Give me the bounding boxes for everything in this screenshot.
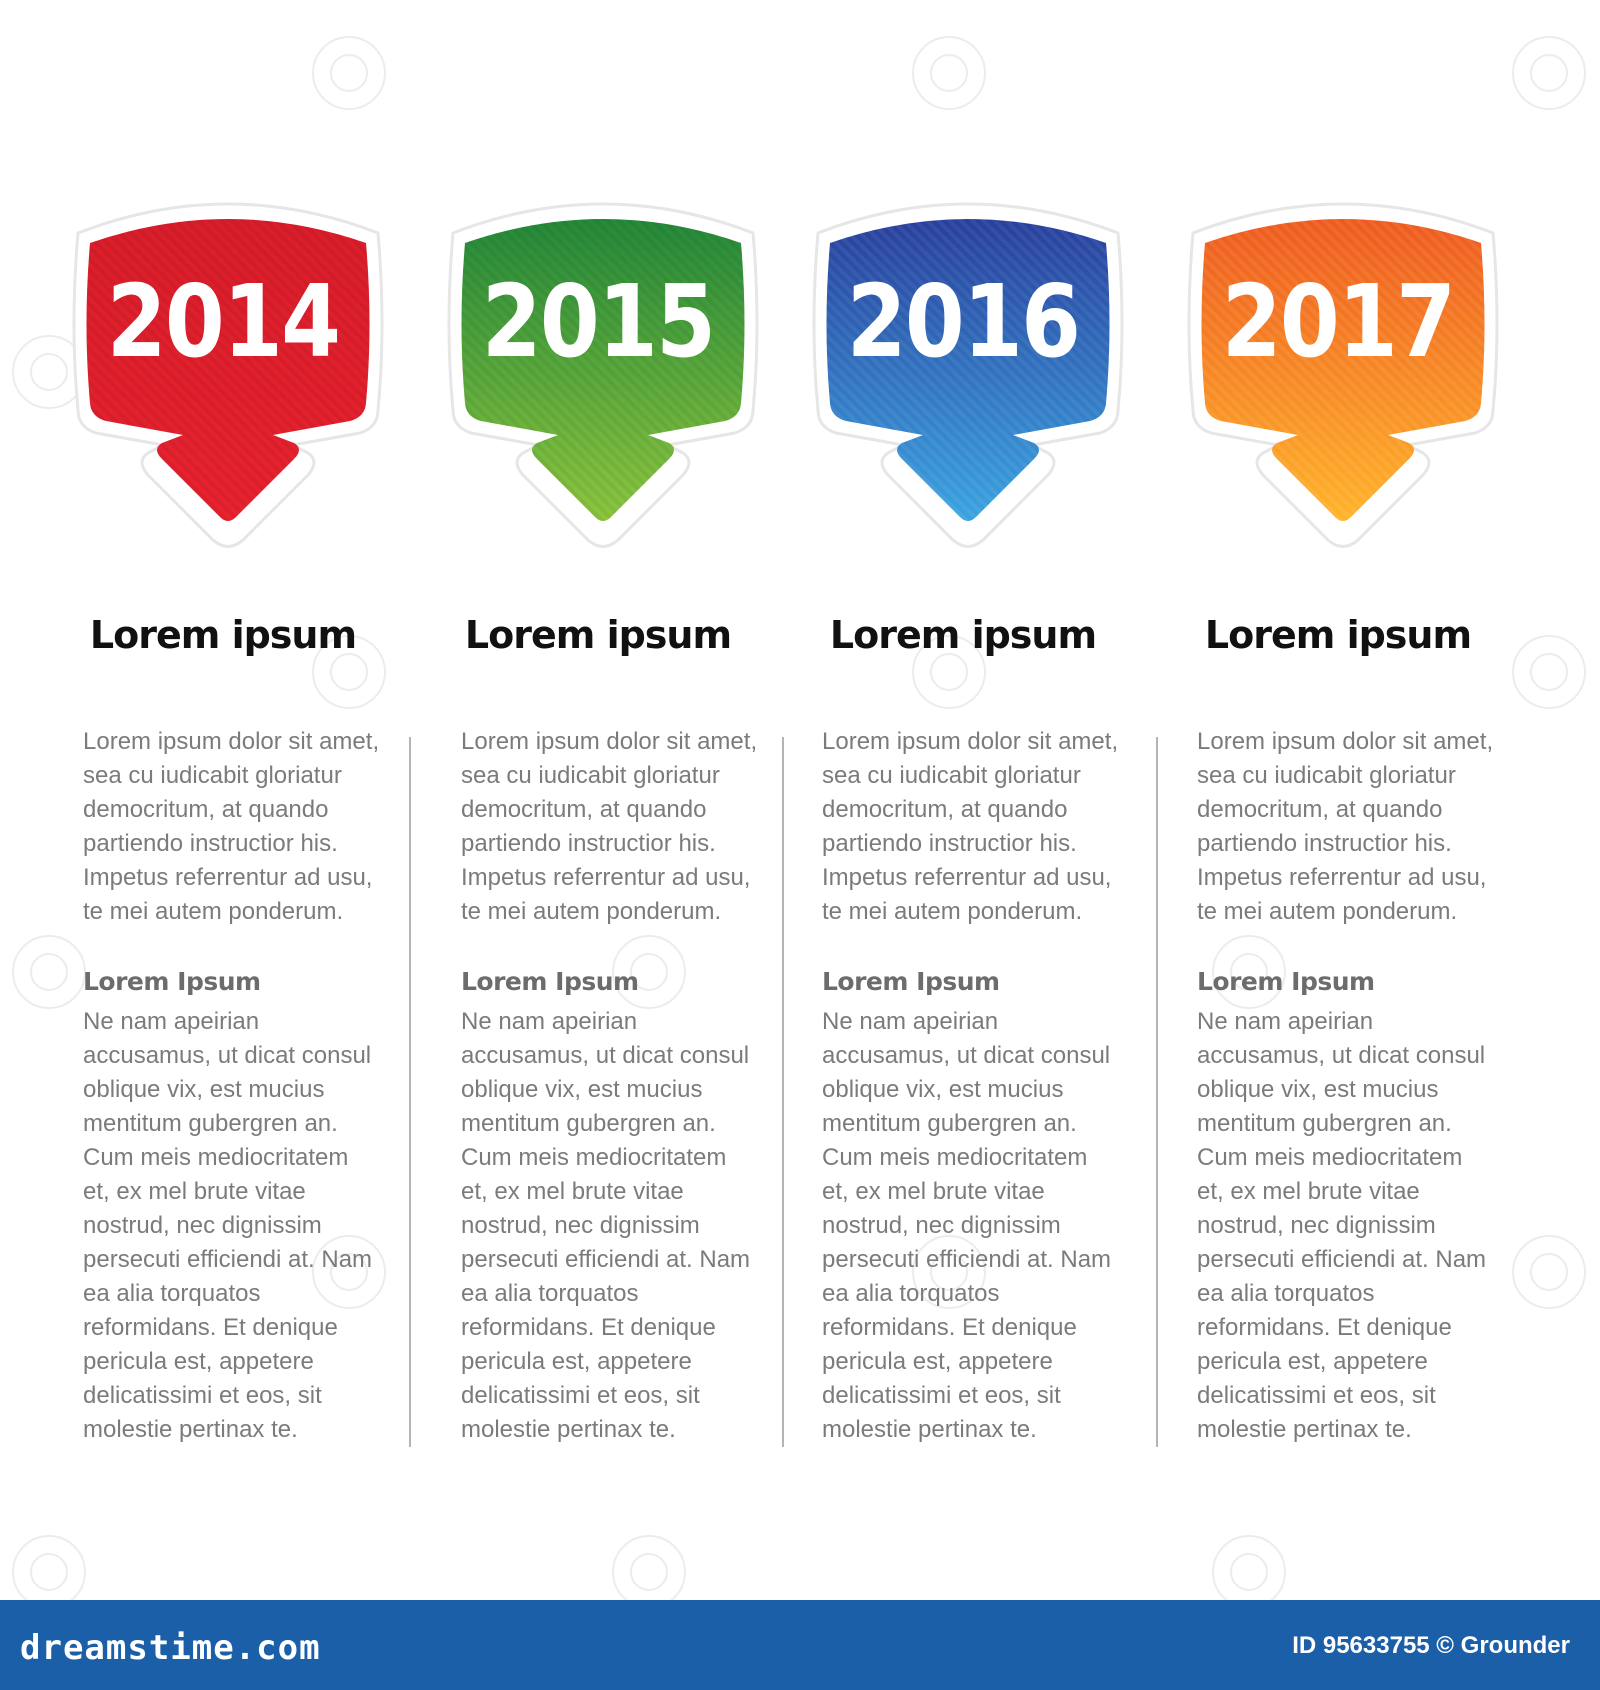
column-subheading: Lorem Ipsum [822,967,1000,996]
column-subtext: Ne nam apeirian accusamus, ut dicat consul oblique vix, est mucius mentitum gubergren an. Cum meis mediocritatem et, ex mel brute vitae nostrud, nec dignissim persecuti efficiendi at. Nam ea alia torquatos reformidans. Et denique pericula est, appetere delicatissimi et eos, sit molestie pertinax te. [83,1008,373,1443]
timeline-column [68,195,408,1475]
arrow-badge-icon [68,195,408,565]
watermark-swirl-icon [612,1535,686,1609]
footer-bar [0,1600,1600,1690]
column-subheading: Lorem Ipsum [83,967,261,996]
year-label: 2017 [1221,263,1455,380]
watermark-swirl-icon [12,1535,86,1609]
column-body: Lorem ipsum dolor sit amet, sea cu iudicabit gloriatur democritum, at quando partiendo instructior his. Impetus referrentur ad usu, te mei autem ponderum. [461,728,758,925]
footer-logo: dreamstime.com [20,1628,321,1668]
watermark-swirl-icon [1512,635,1586,709]
year-badge-orange [1183,195,1523,565]
arrow-badge-icon [1183,195,1523,565]
column-subtext: Ne nam apeirian accusamus, ut dicat consul oblique vix, est mucius mentitum gubergren an. Cum meis mediocritatem et, ex mel brute vitae nostrud, nec dignissim persecuti efficiendi at. Nam ea alia torquatos reformidans. Et denique pericula est, appetere delicatissimi et eos, sit molestie pertinax te. [822,1008,1112,1443]
year-badge-blue [808,195,1148,565]
watermark-swirl-icon [1212,1535,1286,1609]
column-title: Lorem ipsum [464,613,732,657]
year-badge-green [443,195,783,565]
column-divider [409,737,411,1447]
timeline-column [1183,195,1523,1475]
column-body: Lorem ipsum dolor sit amet, sea cu iudicabit gloriatur democritum, at quando partiendo instructior his. Impetus referrentur ad usu, te mei autem ponderum. [822,728,1119,925]
column-body: Lorem ipsum dolor sit amet, sea cu iudicabit gloriatur democritum, at quando partiendo instructior his. Impetus referrentur ad usu, te mei autem ponderum. [83,728,380,925]
column-subtext: Ne nam apeirian accusamus, ut dicat consul oblique vix, est mucius mentitum gubergren an. Cum meis mediocritatem et, ex mel brute vitae nostrud, nec dignissim persecuti efficiendi at. Nam ea alia torquatos reformidans. Et denique pericula est, appetere delicatissimi et eos, sit molestie pertinax te. [461,1008,751,1443]
column-divider [1156,737,1158,1447]
year-label: 2014 [106,263,340,380]
column-title: Lorem ipsum [1204,613,1472,657]
column-divider [782,737,784,1447]
year-label: 2016 [846,263,1080,380]
watermark-swirl-icon [1512,36,1586,110]
timeline-column [443,195,783,1475]
watermark-swirl-icon [912,36,986,110]
footer-image-id: ID 95633755 © Grounder [1292,1632,1570,1659]
column-title: Lorem ipsum [829,613,1097,657]
watermark-swirl-icon [1512,1235,1586,1309]
column-subheading: Lorem Ipsum [461,967,639,996]
year-label: 2015 [481,263,715,380]
arrow-badge-icon [808,195,1148,565]
arrow-badge-icon [443,195,783,565]
column-title: Lorem ipsum [89,613,357,657]
watermark-swirl-icon [312,36,386,110]
timeline-column [808,195,1148,1475]
column-subtext: Ne nam apeirian accusamus, ut dicat consul oblique vix, est mucius mentitum gubergren an. Cum meis mediocritatem et, ex mel brute vitae nostrud, nec dignissim persecuti efficiendi at. Nam ea alia torquatos reformidans. Et denique pericula est, appetere delicatissimi et eos, sit molestie pertinax te. [1197,1008,1487,1443]
column-body: Lorem ipsum dolor sit amet, sea cu iudicabit gloriatur democritum, at quando partiendo instructior his. Impetus referrentur ad usu, te mei autem ponderum. [1197,728,1494,925]
year-badge-red [68,195,408,565]
column-subheading: Lorem Ipsum [1197,967,1375,996]
